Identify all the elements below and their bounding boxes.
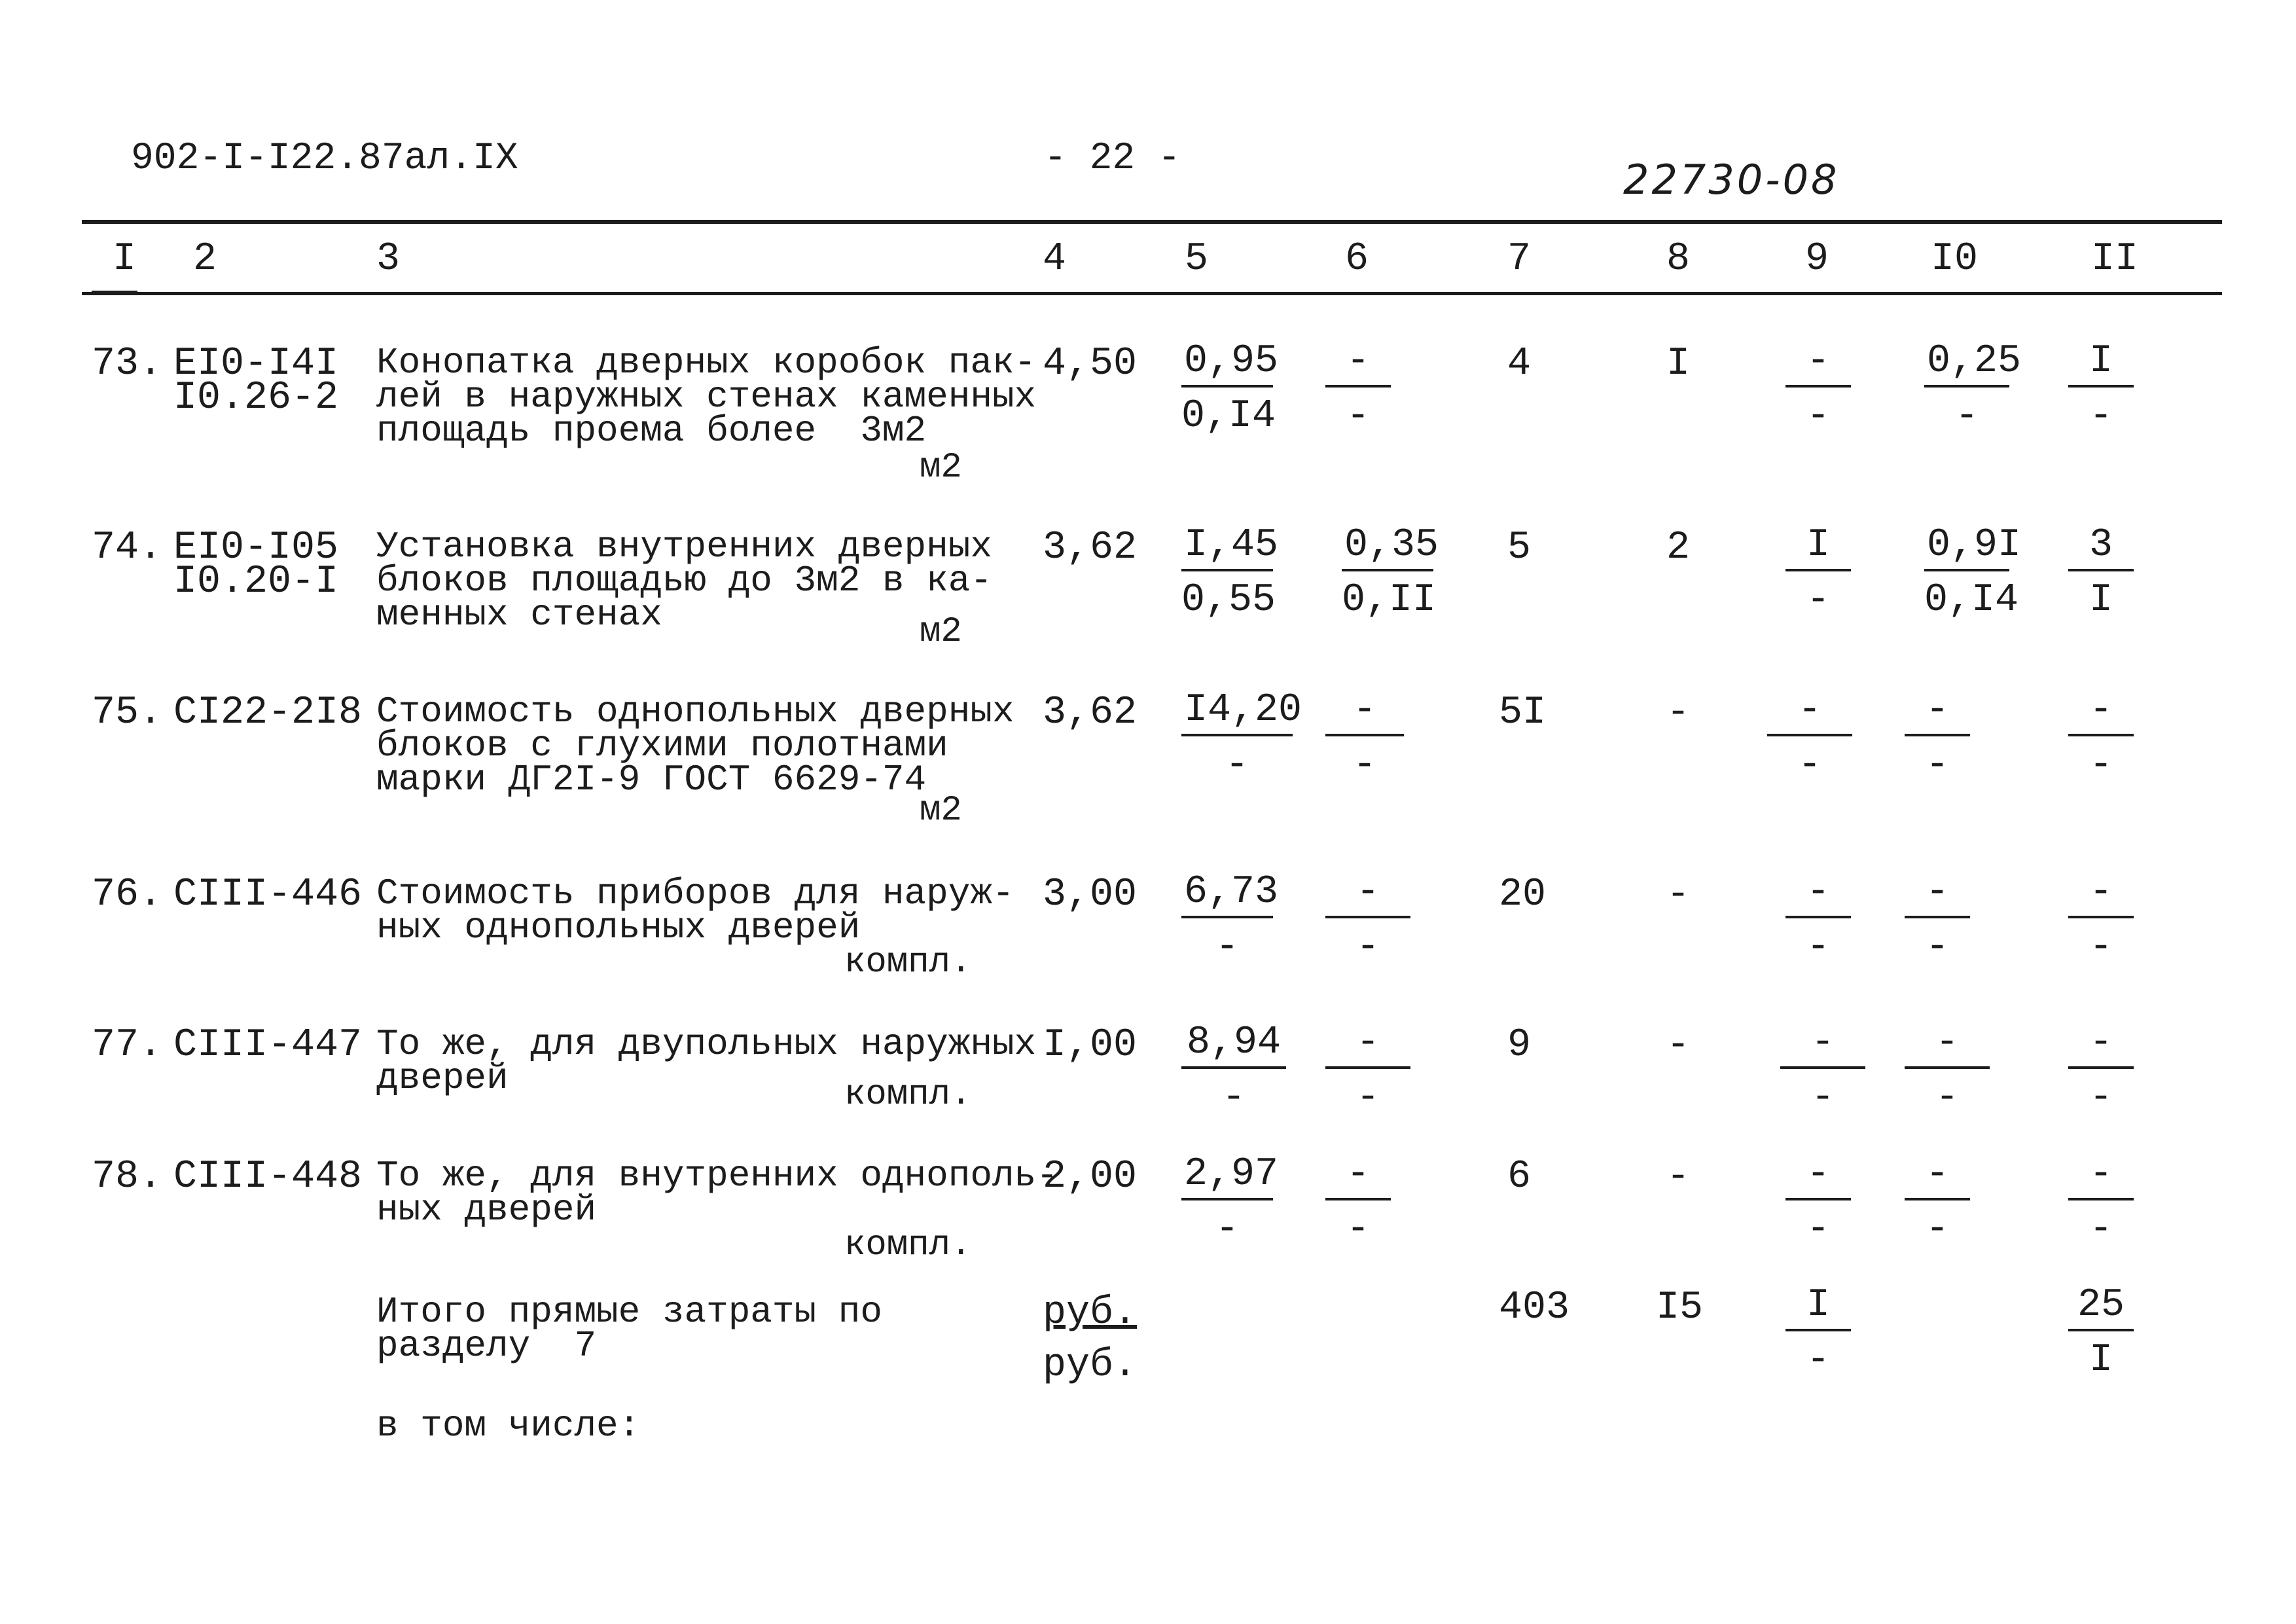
row-col11-values (2068, 339, 2134, 439)
col5-top: I4,20 (1181, 691, 1293, 736)
row-unit: компл. (844, 943, 972, 983)
row-col11-values (2068, 523, 2134, 623)
row-col6-values (1325, 1020, 1410, 1120)
row-col7: 5I (1499, 691, 1547, 735)
col10-bottom: - (1925, 743, 1949, 787)
col9-top: - (1785, 342, 1851, 388)
sheet-code: 22730-08 (1623, 156, 1840, 204)
row-col10-values (1905, 1152, 1970, 1252)
row-description-line: блоков с глухими полотнами (376, 725, 948, 767)
col11-top: 25 (2068, 1286, 2134, 1331)
row-col6-values (1342, 523, 1439, 623)
col6-bottom: - (1352, 743, 1376, 787)
row-col5-values (1181, 688, 1302, 787)
col5-top: 0,95 (1181, 342, 1273, 388)
column-header-8: 8 (1666, 237, 1691, 281)
col5-top: 2,97 (1181, 1155, 1273, 1200)
total-col7: 403 (1499, 1286, 1570, 1330)
col5-bottom: - (1221, 1075, 1246, 1120)
row-col11-values (2068, 1152, 2134, 1252)
col9-top: I (1785, 526, 1851, 571)
col11-top: I (2068, 342, 2134, 388)
row-col8: - (1666, 691, 1691, 735)
column-header-10: I0 (1931, 237, 1979, 281)
row-description-line: ных однопольных дверей (376, 907, 861, 948)
row-code: CIII-448 (173, 1155, 363, 1199)
col5-top: I,45 (1181, 526, 1273, 571)
row-col8: - (1666, 1155, 1691, 1199)
col11-top: 3 (2068, 526, 2134, 571)
row-number: 73. (92, 342, 163, 386)
row-description-line: лей в наружных стенах каменных (376, 376, 1037, 418)
row-col8: 2 (1666, 526, 1691, 570)
col10-top: - (1905, 1023, 1990, 1069)
row-unit: м2 (920, 448, 962, 488)
row-col11-values (2068, 1020, 2134, 1120)
column-header-6: 6 (1345, 237, 1369, 281)
document-reference: 902-I-I22.87ал.IX (131, 137, 518, 180)
row-quantity: I,00 (1043, 1023, 1138, 1068)
row-code: CI22-2I8 (173, 691, 363, 735)
row-col11-values (2068, 688, 2134, 787)
col6-bottom: 0,II (1342, 578, 1437, 623)
row-number: 76. (92, 873, 163, 917)
col9-bottom: - (1806, 394, 1830, 439)
row-description-line: Стоимость приборов для наруж- (376, 873, 1014, 914)
row-unit: м2 (920, 612, 962, 652)
row-col9-values (1767, 688, 1852, 787)
column-header-1: I (113, 237, 137, 281)
including-label: в том числе: (376, 1405, 641, 1447)
table-header-rule (82, 292, 2222, 295)
row-code: CIII-446 (173, 873, 363, 917)
row-col8: - (1666, 873, 1691, 917)
col6-top: - (1325, 342, 1391, 388)
col9-bottom: - (1806, 578, 1830, 623)
col5-bottom: - (1215, 925, 1239, 969)
col11-top: - (2068, 873, 2134, 918)
col11-top: - (2068, 1023, 2134, 1069)
page-number: - 22 - (1044, 137, 1181, 180)
row-code: CIII-447 (173, 1023, 363, 1068)
row-col7: 4 (1507, 342, 1532, 386)
row-col5-values (1181, 523, 1279, 623)
col5-top: 8,94 (1181, 1023, 1286, 1069)
total-label-continued: разделу 7 (376, 1325, 597, 1367)
row-col5-values (1181, 1152, 1279, 1252)
row-unit: компл. (844, 1075, 972, 1115)
row-col10-values (1905, 870, 1970, 969)
col10-top: 0,9I (1924, 526, 2009, 571)
row-col6-values (1325, 688, 1404, 787)
row-col8: I (1666, 342, 1691, 386)
row-number: 75. (92, 691, 163, 735)
col5-bottom: 0,I4 (1181, 394, 1276, 439)
column-header-11: II (2091, 237, 2139, 281)
col6-bottom: - (1355, 925, 1380, 969)
col10-top: 0,25 (1924, 342, 2009, 388)
row-number: 78. (92, 1155, 163, 1199)
col9-top: - (1780, 1023, 1865, 1069)
col9-top: - (1785, 873, 1851, 918)
column-header-7: 7 (1507, 237, 1532, 281)
row-quantity: 2,00 (1043, 1155, 1138, 1199)
row-col10-values (1905, 688, 1970, 787)
col9-top: I (1785, 1286, 1851, 1331)
row-quantity: 3,62 (1043, 691, 1138, 735)
total-label: Итого прямые затраты по (376, 1291, 882, 1333)
col11-bottom: I (2089, 578, 2113, 623)
col11-bottom: - (2089, 1075, 2113, 1120)
col11-bottom: - (2089, 394, 2113, 439)
col9-bottom: - (1806, 925, 1830, 969)
row-col9-values (1785, 339, 1851, 439)
col6-bottom: - (1355, 1075, 1380, 1120)
row-quantity: 4,50 (1043, 342, 1138, 386)
col5-bottom: - (1225, 743, 1249, 787)
row-col7: 9 (1507, 1023, 1532, 1068)
col10-bottom: - (1925, 925, 1949, 969)
col9-bottom: - (1806, 1207, 1830, 1252)
row-description-line: То же, для двупольных наружных (376, 1023, 1037, 1065)
col5-bottom: 0,55 (1181, 578, 1276, 623)
col6-top: - (1325, 873, 1410, 918)
col10-top: - (1905, 873, 1970, 918)
total-col11-values (2068, 1283, 2134, 1382)
col9-bottom: - (1806, 1338, 1830, 1382)
col11-top: - (2068, 691, 2134, 736)
row-description-line: ных дверей (376, 1189, 597, 1231)
column-header-2: 2 (193, 237, 217, 281)
row-description-line: Установка внутренних дверных (376, 526, 992, 568)
row-description-line: площадь проема более 3м2 (376, 410, 927, 452)
row-quantity: 3,62 (1043, 526, 1138, 570)
row-col6-values (1325, 1152, 1391, 1252)
col9-top: - (1785, 1155, 1851, 1200)
total-unit-secondary: руб. (1043, 1343, 1138, 1388)
row-description-line: Конопатка дверных коробок пак- (376, 342, 1037, 384)
col11-bottom: - (2089, 925, 2113, 969)
row-description-line: блоков площадью до 3м2 в ка- (376, 560, 992, 602)
col10-bottom: - (1925, 1207, 1949, 1252)
col5-top: 6,73 (1181, 873, 1273, 918)
col9-top: - (1767, 691, 1852, 736)
row-code: EI0-I4I (173, 342, 339, 386)
col10-bottom: 0,I4 (1924, 578, 2019, 623)
row-code-secondary: I0.26-2 (173, 376, 339, 420)
row-col9-values (1785, 1152, 1851, 1252)
row-unit: м2 (920, 791, 962, 831)
row-col7: 5 (1507, 526, 1532, 570)
row-description-line: менных стенах (376, 594, 662, 636)
row-col10-values (1905, 1020, 1990, 1120)
col11-bottom: I (2089, 1338, 2113, 1382)
col11-bottom: - (2089, 1207, 2113, 1252)
col11-top: - (2068, 1155, 2134, 1200)
table-top-rule (82, 220, 2222, 224)
col9-bottom: - (1810, 1075, 1835, 1120)
col6-bottom: - (1346, 394, 1370, 439)
row-code-secondary: I0.20-I (173, 560, 339, 604)
col6-top: - (1325, 691, 1404, 736)
col10-bottom: - (1935, 1075, 1959, 1120)
col10-bottom: - (1954, 394, 1979, 439)
row-col7: 20 (1499, 873, 1547, 917)
row-number: 77. (92, 1023, 163, 1068)
row-col7: 6 (1507, 1155, 1532, 1199)
total-col9-values (1785, 1283, 1851, 1382)
col9-bottom: - (1797, 743, 1821, 787)
row-code: EI0-I05 (173, 526, 339, 570)
col5-bottom: - (1215, 1207, 1239, 1252)
row-col9-values (1785, 523, 1851, 623)
col11-bottom: - (2089, 743, 2113, 787)
col6-top: - (1325, 1155, 1391, 1200)
row-col8: - (1666, 1023, 1691, 1068)
row-description-line: марки ДГ2I-9 ГОСТ 6629-74 (376, 759, 927, 801)
row-quantity: 3,00 (1043, 873, 1138, 917)
col10-top: - (1905, 691, 1970, 736)
row-col6-values (1325, 339, 1391, 439)
column-header-3: 3 (376, 237, 401, 281)
column-header-4: 4 (1043, 237, 1067, 281)
row-col5-values (1181, 339, 1279, 439)
column-header-9: 9 (1805, 237, 1829, 281)
row-description-line: дверей (376, 1057, 509, 1099)
row-description-line: То же, для внутренних однополь- (376, 1155, 1058, 1197)
total-unit: руб. (1043, 1291, 1138, 1335)
row-unit: компл. (844, 1225, 972, 1265)
row-col5-values (1181, 1020, 1286, 1120)
col6-bottom: - (1346, 1207, 1370, 1252)
row-col5-values (1181, 870, 1279, 969)
row-col10-values (1924, 523, 2022, 623)
row-description-line: Стоимость однопольных дверных (376, 691, 1014, 732)
column-1-underline (92, 291, 137, 293)
row-number: 74. (92, 526, 163, 570)
row-col9-values (1780, 1020, 1865, 1120)
col6-top: 0,35 (1342, 526, 1433, 571)
col10-top: - (1905, 1155, 1970, 1200)
row-col9-values (1785, 870, 1851, 969)
row-col10-values (1924, 339, 2022, 439)
column-header-5: 5 (1185, 237, 1209, 281)
total-col8: I5 (1656, 1286, 1704, 1330)
row-col6-values (1325, 870, 1410, 969)
col6-top: - (1325, 1023, 1410, 1069)
row-col11-values (2068, 870, 2134, 969)
